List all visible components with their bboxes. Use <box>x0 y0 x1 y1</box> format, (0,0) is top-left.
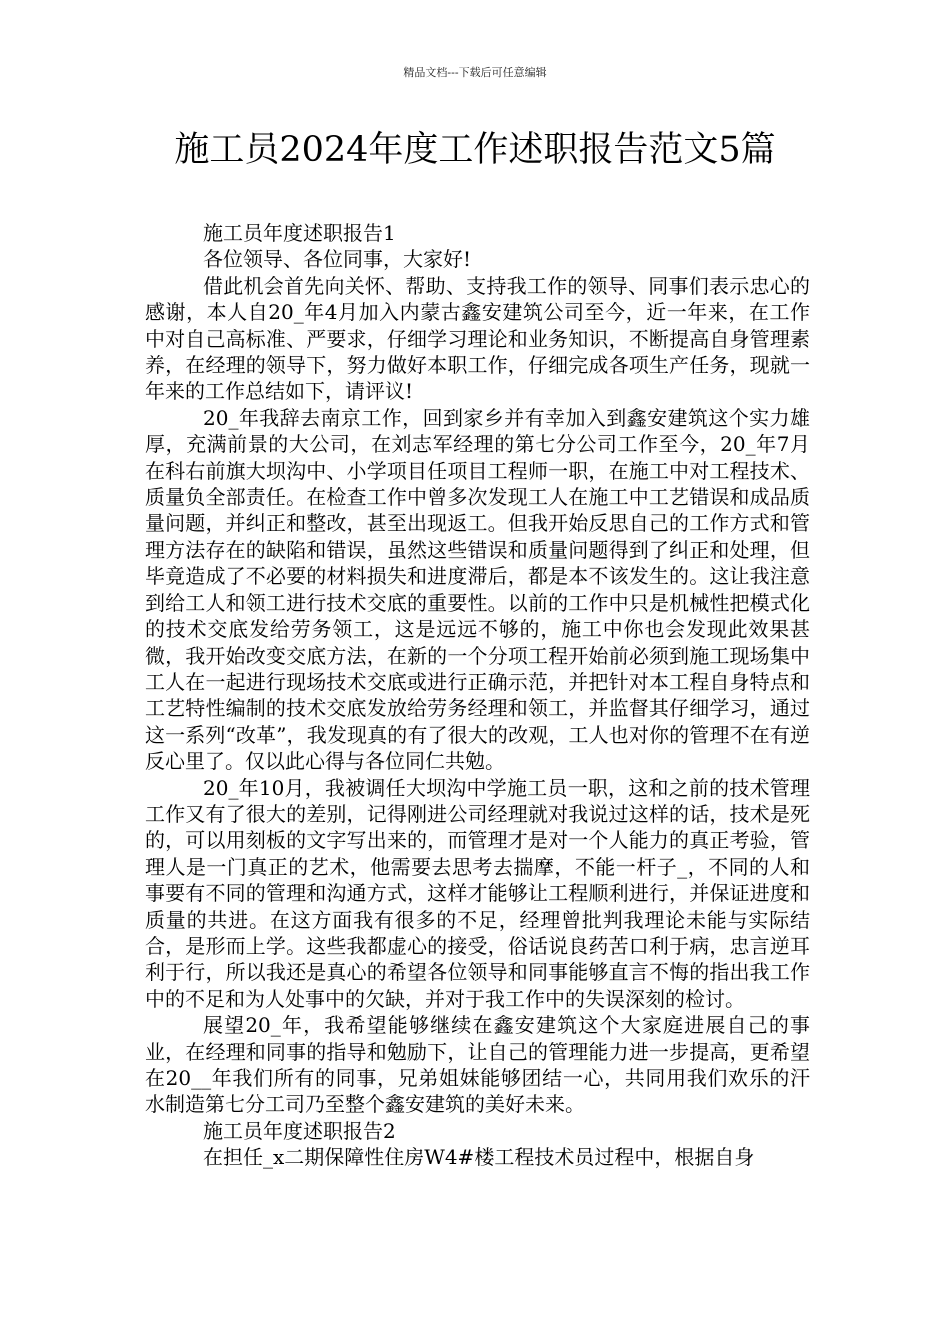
document-body <box>145 220 810 1171</box>
document-title: 施工员2024年度工作述职报告范文5篇 <box>174 130 776 170</box>
paragraph: 20_年10月，我被调任大坝沟中学施工员一职，这和之前的技术管理工作又有了很大的差别，记得刚进公司经理就对我说过这样的话，技术是死的，可以用刻板的文字写出来的，而管理才是对一个人能力的真正考验，管理人是一门真正的艺术，他需要去思考去揣摩，不能一杆子_，不同的人和事要有不同的管理和沟通方式，这样才能够让工程顺利进行，并保证进度和质量的共进。在这方面我有很多的不足，经理曾批判我理论未能与实际结合，是形而上学。这些我都虚心的接受，俗话说良药苦口利于病，忠言逆耳利于行，所以我还是真心的希望各位领导和同事能够直言不悔的指出我工作中的不足和为人处事中的欠缺，并对于我工作中的失误深刻的检讨。 <box>145 775 810 1011</box>
greeting: 各位领导、各位同事，大家好! <box>203 247 472 272</box>
paragraph: 借此机会首先向关怀、帮助、支持我工作的领导、同事们表示忠心的感谢，本人自20_年4月加入内蒙古鑫安建筑公司至今，近一年来，在工作中对自己高标准、严要求，仔细学习理论和业务知识，不断提高自身管理素养，在经理的领导下，努力做好本职工作，仔细完成各项生产任务，现就一年来的工作总结如下，请评议! <box>145 273 810 404</box>
paragraph: 20_年我辞去南京工作，回到家乡并有幸加入到鑫安建筑这个实力雄厚，充满前景的大公司，在刘志军经理的第七分公司工作至今，20_年7月在科右前旗大坝沟中、小学项目任项目工程师一职，在施工中对工程技术、质量负全部责任。在检查工作中曾多次发现工人在施工中工艺错误和成品质量问题，并纠正和整改，甚至出现返工。但我开始反思自己的工作方式和管理方法存在的缺陷和错误，虽然这些错误和质量问题得到了纠正和处理，但毕竟造成了不必要的材料损失和进度滞后，都是本不该发生的。这让我注意到给工人和领工进行技术交底的重要性。以前的工作中只是机械性把模式化的技术交底发给劳务领工，这是远远不够的，施工中你也会发现此效果甚微，我开始改变交底方法，在新的一个分项工程开始前必须到施工现场集中工人在一起进行现场技术交底或进行正确示范，并把针对本工程自身特点和工艺特性编制的技术交底发放给劳务经理和领工，并监督其仔细学习，通过这一系列“改革”，我发现真的有了很大的改观，工人也对你的管理不在有逆反心里了。仅以此心得与各位同仁共勉。 <box>145 405 810 774</box>
section-heading-2: 施工员年度述职报告2 <box>203 1118 396 1143</box>
section-heading-1: 施工员年度述职报告1 <box>203 221 396 245</box>
paragraph: 在担任_x二期保障性住房W4#楼工程技术员过程中，根据自身 <box>203 1145 755 1170</box>
page-header: 精品文档---下载后可任意编辑 <box>403 66 547 79</box>
paragraph: 展望20_年，我希望能够继续在鑫安建筑这个大家庭进展自己的事业，在经理和同事的指导和勉励下，让自己的管理能力进一步提高，更希望在20__年我们所有的同事，兄弟姐妹能够团结一心，共同用我们欢乐的汗水制造第七分工司乃至整个鑫安建筑的美好未来。 <box>145 1013 810 1117</box>
